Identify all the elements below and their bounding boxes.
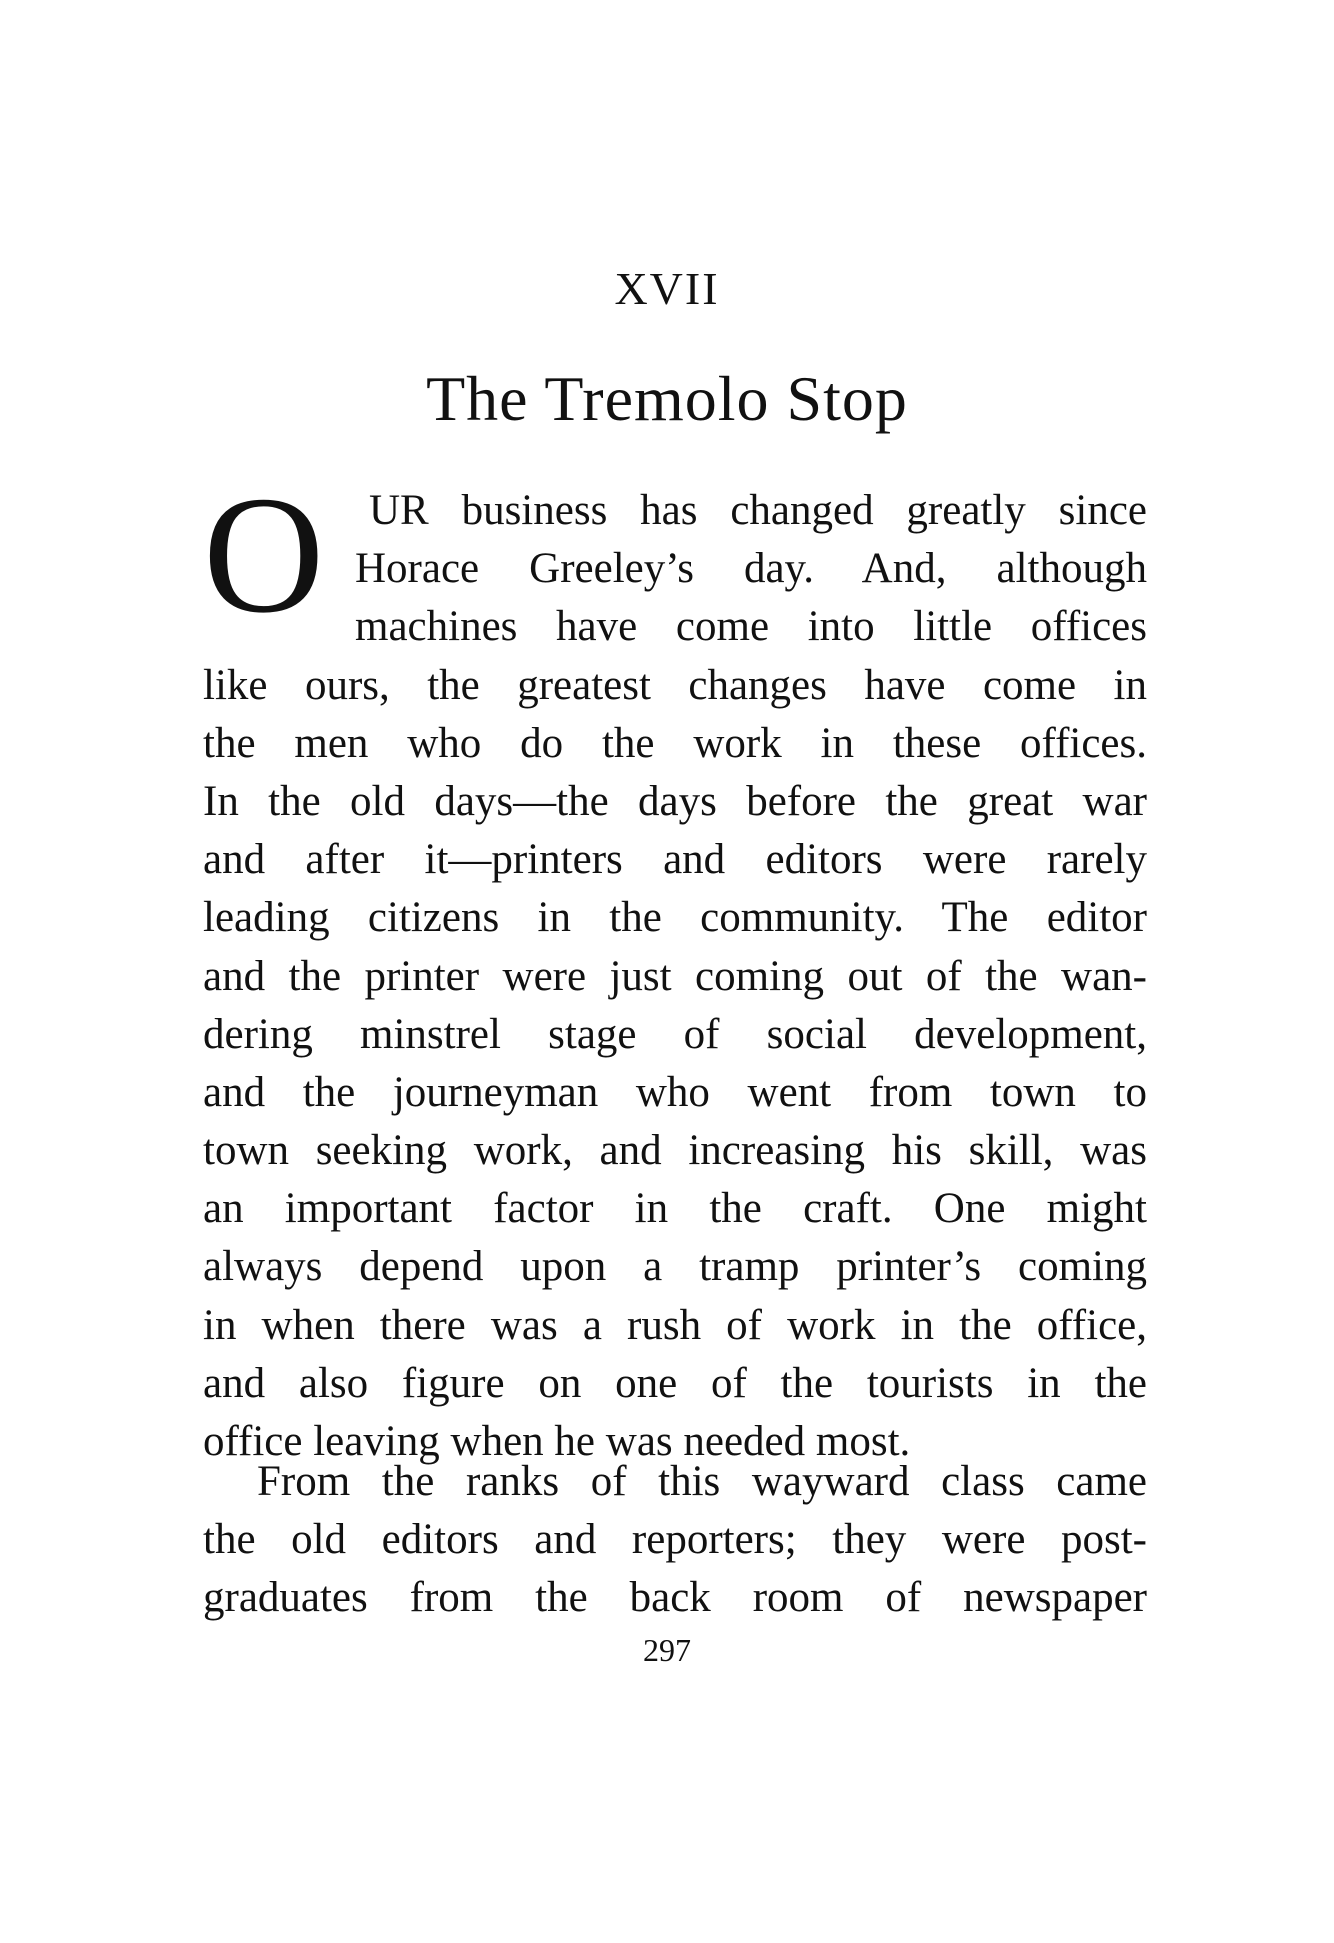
chapter-title: The Tremolo Stop (426, 363, 908, 434)
paragraph-line: office leaving when he was needed most. (203, 1418, 911, 1465)
paragraph-line: machines have come into little offices (355, 603, 1147, 651)
paragraph-line: always depend upon a tramp printer’s coming (203, 1243, 1147, 1291)
page-number: 297 (643, 1632, 691, 1668)
paragraph-line: From the ranks of this wayward class came (257, 1458, 1147, 1505)
paragraph-line: and after it—printers and editors were rarely (203, 836, 1147, 884)
paragraph-line: town seeking work, and increasing his skill, was (203, 1127, 1147, 1175)
paragraph-line: like ours, the greatest changes have come in (203, 661, 1147, 709)
paragraph-1 (203, 462, 1147, 1471)
paragraph-line: and also figure on one of the tourists in the (203, 1359, 1147, 1407)
paragraph-line: and the journeyman who went from town to (203, 1068, 1147, 1116)
paragraph-line: the old editors and reporters; they were post- (203, 1516, 1147, 1564)
paragraph-line: an important factor in the craft. One might (203, 1185, 1147, 1233)
paragraph-line: graduates from the back room of newspaper (203, 1574, 1147, 1622)
paragraph-2 (203, 1453, 1147, 1628)
paragraph-line: dering minstrel stage of social development, (203, 1010, 1147, 1058)
paragraph-line: Horace Greeley’s day. And, although (355, 545, 1147, 593)
paragraph-line: the men who do the work in these offices. (203, 719, 1147, 767)
paragraph-line: UR business has changed greatly since (369, 487, 1147, 534)
drop-cap: O (203, 462, 325, 648)
paragraph-line: and the printer were just coming out of the wan- (203, 952, 1147, 1000)
paragraph-line: In the old days—the days before the great war (203, 777, 1147, 825)
paragraph-line: leading citizens in the community. The editor (203, 894, 1147, 942)
chapter-number: XVII (614, 263, 720, 314)
paragraph-line: in when there was a rush of work in the office, (203, 1301, 1147, 1349)
